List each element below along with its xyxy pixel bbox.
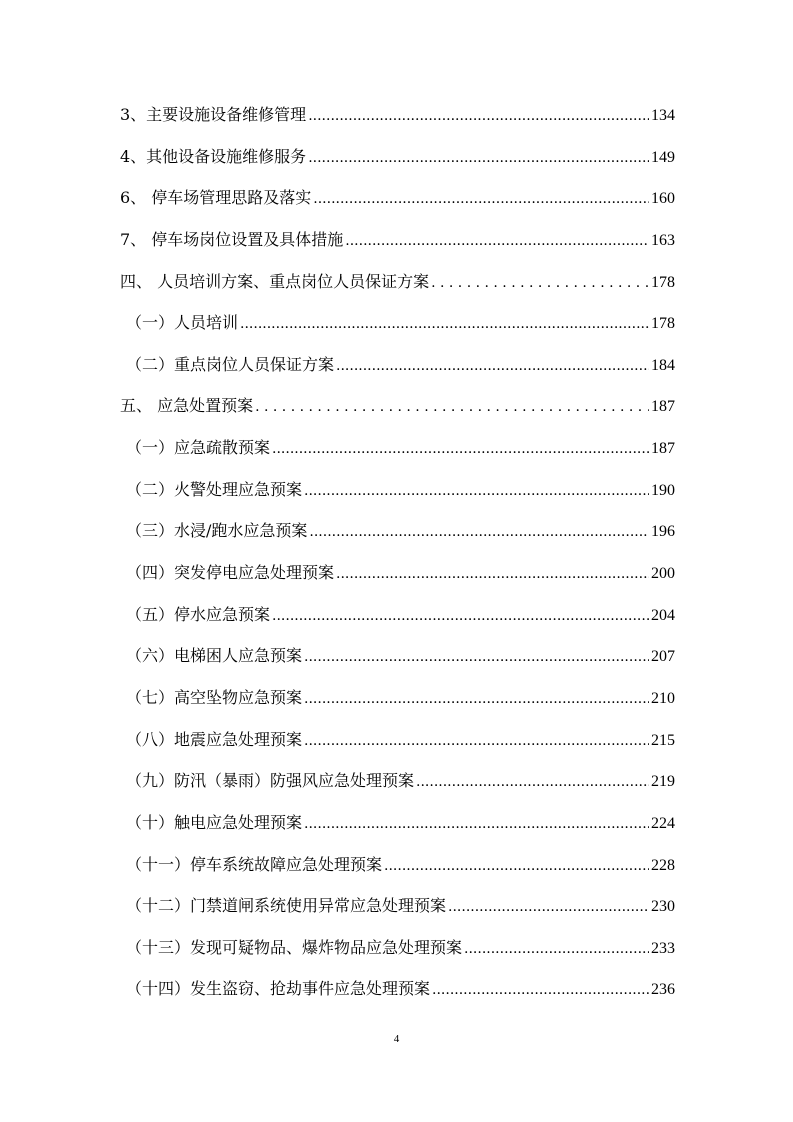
toc-entry-title: （九）防汛（暴雨）防强风应急处理预案	[126, 771, 415, 791]
toc-entry-page: 224	[651, 814, 675, 832]
toc-dot-leader	[255, 396, 649, 418]
toc-entry-title: 3、主要设施设备维修管理	[120, 105, 307, 124]
toc-entry-page: 219	[651, 773, 675, 791]
toc-dot-leader	[336, 563, 649, 585]
toc-dot-leader	[308, 147, 649, 169]
toc-entry	[120, 104, 675, 146]
toc-entry-title: （八）地震应急处理预案	[126, 729, 303, 749]
toc-entry-page: 236	[651, 981, 675, 999]
toc-entry-title: 6、 停车场管理思路及落实	[120, 188, 312, 208]
toc-entry-page: 215	[651, 731, 675, 749]
toc-entry	[120, 978, 675, 1020]
toc-dot-leader	[308, 105, 649, 127]
toc-entry	[120, 520, 675, 562]
toc-entry-title: （十一）停车系统故障应急处理预案	[126, 854, 383, 874]
toc-dot-leader	[309, 521, 649, 543]
toc-dot-leader	[336, 355, 649, 377]
toc-entry	[120, 437, 675, 479]
toc-entry	[120, 854, 675, 896]
toc-dot-leader	[240, 313, 649, 335]
toc-dot-leader	[416, 771, 649, 793]
toc-entry-title: 五、 应急处置预案	[120, 396, 254, 416]
toc-entry-page: 178	[651, 315, 675, 333]
toc-dot-leader	[345, 230, 649, 252]
toc-entry-title: （十二）门禁道闸系统使用异常应急处理预案	[126, 896, 447, 916]
toc-dot-leader	[304, 688, 649, 710]
toc-entry-page: 190	[651, 481, 675, 499]
toc-entry-page: 233	[651, 939, 675, 957]
toc-entry	[120, 271, 675, 313]
toc-entry-title: （六）电梯困人应急预案	[126, 646, 303, 666]
toc-entry-title: （一）人员培训	[126, 313, 239, 333]
toc-entry	[120, 479, 675, 521]
toc-entry-title: 4、其他设备设施维修服务	[120, 146, 307, 166]
toc-entry	[120, 146, 675, 188]
toc-entry-page: 228	[651, 856, 675, 874]
toc-entry-page: 149	[651, 148, 675, 166]
toc-entry-title: （二）火警处理应急预案	[126, 479, 303, 499]
toc-entry-page: 196	[651, 523, 675, 541]
toc-entry-title: （十三）发现可疑物品、爆炸物品应急处理预案	[126, 937, 463, 957]
toc-dot-leader	[313, 188, 649, 210]
toc-dot-leader	[272, 438, 649, 460]
toc-dot-leader	[431, 272, 649, 294]
toc-entry	[120, 895, 675, 937]
toc-dot-leader	[304, 730, 649, 752]
toc-entry-title: （五）停水应急预案	[126, 604, 271, 624]
toc-entry-page: 187	[651, 440, 675, 458]
toc-dot-leader	[304, 813, 649, 835]
toc-dot-leader	[272, 605, 649, 627]
toc-entry	[120, 604, 675, 646]
toc-entry	[120, 812, 675, 854]
toc-dot-leader	[304, 480, 649, 502]
toc-entry-title: （二）重点岗位人员保证方案	[126, 354, 335, 374]
toc-entry-page: 210	[651, 689, 675, 707]
toc-dot-leader	[464, 938, 649, 960]
toc-entry-page: 163	[651, 231, 675, 249]
toc-entry-page: 184	[651, 356, 675, 374]
toc-entry-page: 178	[651, 273, 675, 291]
toc-entry-title: （一）应急疏散预案	[126, 438, 271, 458]
toc-entry	[120, 187, 675, 229]
toc-entry-title: （七）高空坠物应急预案	[126, 687, 303, 707]
toc-entry	[120, 687, 675, 729]
toc-dot-leader	[304, 646, 649, 668]
toc-entry-title: 7、 停车场岗位设置及具体措施	[120, 229, 344, 249]
toc-entry	[120, 354, 675, 396]
toc-dot-leader	[432, 979, 649, 1001]
toc-entry	[120, 645, 675, 687]
toc-entry-title: （三）水浸/跑水应急预案	[126, 521, 308, 541]
toc-entry-page: 200	[651, 565, 675, 583]
toc-entry	[120, 395, 675, 437]
toc-entry-title: （四）突发停电应急处理预案	[126, 563, 335, 583]
page-number: 4	[393, 1033, 400, 1045]
toc-entry-page: 187	[651, 398, 675, 416]
toc-entry-page: 134	[651, 107, 675, 124]
toc-entry-page: 204	[651, 606, 675, 624]
toc-entry-title: （十）触电应急处理预案	[126, 812, 303, 832]
toc-entry-title: （十四）发生盗窃、抢劫事件应急处理预案	[126, 979, 431, 999]
toc-entry-page: 230	[651, 898, 675, 916]
toc-dot-leader	[384, 855, 649, 877]
toc-entry	[120, 562, 675, 604]
toc-entry-title: 四、 人员培训方案、重点岗位人员保证方案	[120, 271, 430, 291]
table-of-contents	[120, 104, 675, 1020]
toc-entry-page: 207	[651, 648, 675, 666]
toc-entry	[120, 312, 675, 354]
toc-entry	[120, 937, 675, 979]
toc-entry	[120, 770, 675, 812]
toc-dot-leader	[448, 896, 649, 918]
toc-entry	[120, 729, 675, 771]
toc-entry	[120, 229, 675, 271]
toc-entry-page: 160	[651, 190, 675, 208]
